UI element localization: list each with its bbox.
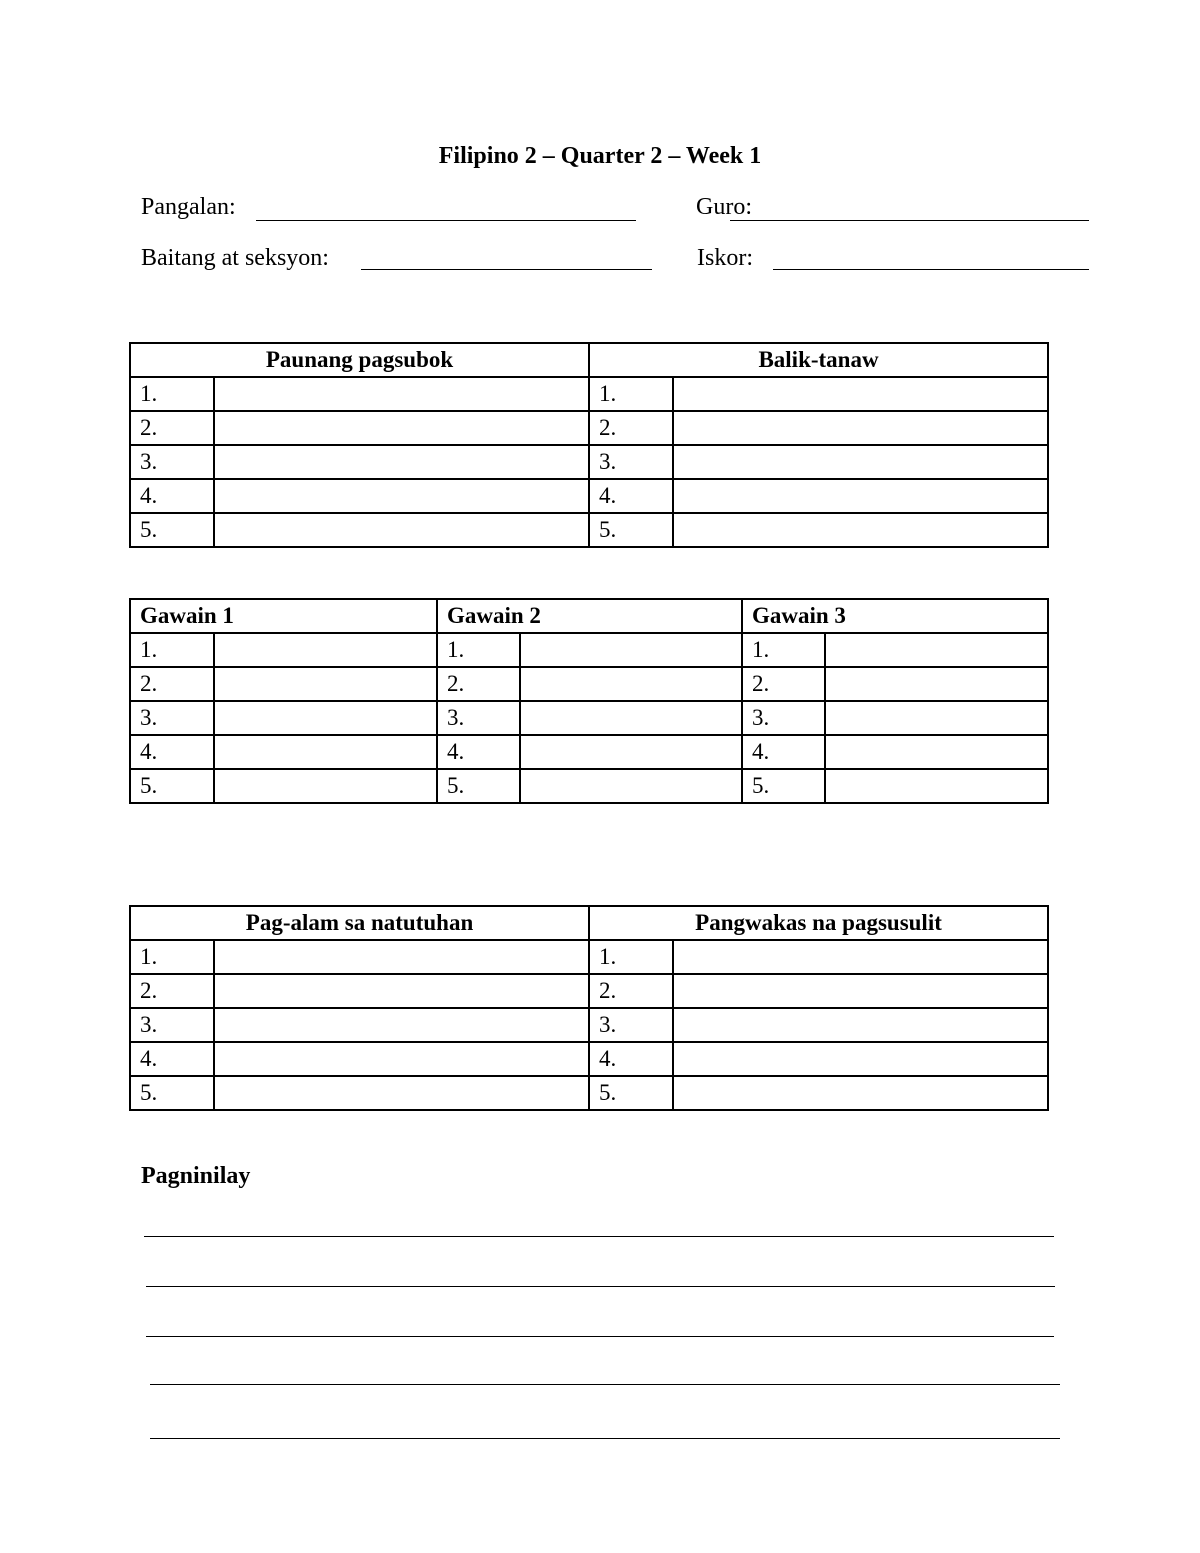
answer-cell[interactable] bbox=[825, 701, 1048, 735]
item-number: 5. bbox=[130, 1076, 214, 1110]
item-number: 5. bbox=[130, 513, 214, 547]
answer-cell[interactable] bbox=[673, 974, 1048, 1008]
item-number: 5. bbox=[589, 513, 673, 547]
item-number: 4. bbox=[130, 1042, 214, 1076]
answer-cell[interactable] bbox=[214, 769, 437, 803]
teacher-field[interactable] bbox=[730, 198, 1089, 221]
reflection-title: Pagninilay bbox=[141, 1163, 251, 1189]
answer-cell[interactable] bbox=[825, 633, 1048, 667]
table-row bbox=[130, 1076, 1048, 1110]
item-number: 5. bbox=[589, 1076, 673, 1110]
table-row bbox=[130, 411, 1048, 445]
item-number: 2. bbox=[589, 411, 673, 445]
score-label: Iskor: bbox=[697, 245, 753, 271]
item-number: 1. bbox=[589, 377, 673, 411]
item-number: 4. bbox=[437, 735, 520, 769]
item-number: 4. bbox=[130, 735, 214, 769]
item-number: 4. bbox=[130, 479, 214, 513]
answer-cell[interactable] bbox=[673, 377, 1048, 411]
table-row bbox=[130, 377, 1048, 411]
item-number: 2. bbox=[130, 974, 214, 1008]
item-number: 5. bbox=[742, 769, 825, 803]
answer-cell[interactable] bbox=[520, 735, 742, 769]
posttest-header: Pangwakas na pagsusulit bbox=[589, 906, 1048, 940]
table-row bbox=[130, 513, 1048, 547]
pretest-header: Paunang pagsubok bbox=[130, 343, 589, 377]
table-row bbox=[130, 1042, 1048, 1076]
answer-cell[interactable] bbox=[673, 479, 1048, 513]
answer-cell[interactable] bbox=[520, 701, 742, 735]
teacher-label: Guro: bbox=[696, 194, 752, 220]
review-header: Balik-tanaw bbox=[589, 343, 1048, 377]
grade-section-field[interactable] bbox=[361, 249, 652, 270]
answer-cell[interactable] bbox=[673, 411, 1048, 445]
reflection-line[interactable] bbox=[146, 1286, 1055, 1287]
item-number: 3. bbox=[742, 701, 825, 735]
activities-table bbox=[129, 598, 1049, 804]
answer-cell[interactable] bbox=[214, 445, 589, 479]
answer-cell[interactable] bbox=[214, 411, 589, 445]
table-row bbox=[130, 769, 1048, 803]
item-number: 1. bbox=[130, 377, 214, 411]
table-row bbox=[130, 1008, 1048, 1042]
name-label: Pangalan: bbox=[141, 194, 236, 220]
item-number: 2. bbox=[130, 667, 214, 701]
answer-cell[interactable] bbox=[520, 769, 742, 803]
answer-cell[interactable] bbox=[825, 667, 1048, 701]
answer-cell[interactable] bbox=[825, 735, 1048, 769]
answer-cell[interactable] bbox=[214, 735, 437, 769]
assessment-posttest-table bbox=[129, 905, 1049, 1111]
answer-cell[interactable] bbox=[825, 769, 1048, 803]
item-number: 3. bbox=[589, 1008, 673, 1042]
answer-cell[interactable] bbox=[673, 1042, 1048, 1076]
item-number: 4. bbox=[589, 479, 673, 513]
table-row bbox=[130, 974, 1048, 1008]
item-number: 1. bbox=[130, 940, 214, 974]
answer-cell[interactable] bbox=[214, 513, 589, 547]
item-number: 1. bbox=[742, 633, 825, 667]
table-row bbox=[130, 735, 1048, 769]
item-number: 1. bbox=[589, 940, 673, 974]
answer-cell[interactable] bbox=[214, 1042, 589, 1076]
grade-section-label: Baitang at seksyon: bbox=[141, 245, 329, 271]
table-row bbox=[130, 633, 1048, 667]
answer-cell[interactable] bbox=[214, 1076, 589, 1110]
item-number: 1. bbox=[437, 633, 520, 667]
table-row bbox=[130, 701, 1048, 735]
answer-cell[interactable] bbox=[520, 667, 742, 701]
answer-cell[interactable] bbox=[214, 479, 589, 513]
item-number: 2. bbox=[130, 411, 214, 445]
item-number: 4. bbox=[589, 1042, 673, 1076]
reflection-line[interactable] bbox=[144, 1236, 1054, 1237]
answer-cell[interactable] bbox=[520, 633, 742, 667]
assessment-header: Pag-alam sa natutuhan bbox=[130, 906, 589, 940]
answer-cell[interactable] bbox=[214, 940, 589, 974]
answer-cell[interactable] bbox=[214, 974, 589, 1008]
table-row bbox=[130, 479, 1048, 513]
answer-cell[interactable] bbox=[673, 1008, 1048, 1042]
page-title: Filipino 2 – Quarter 2 – Week 1 bbox=[438, 143, 762, 169]
answer-cell[interactable] bbox=[214, 1008, 589, 1042]
answer-cell[interactable] bbox=[214, 377, 589, 411]
item-number: 2. bbox=[437, 667, 520, 701]
table-row bbox=[130, 940, 1048, 974]
item-number: 2. bbox=[742, 667, 825, 701]
item-number: 2. bbox=[589, 974, 673, 1008]
score-field[interactable] bbox=[773, 249, 1089, 270]
answer-cell[interactable] bbox=[214, 701, 437, 735]
answer-cell[interactable] bbox=[673, 513, 1048, 547]
table-row bbox=[130, 445, 1048, 479]
item-number: 1. bbox=[130, 633, 214, 667]
item-number: 4. bbox=[742, 735, 825, 769]
item-number: 3. bbox=[437, 701, 520, 735]
pretest-review-table bbox=[129, 342, 1049, 548]
answer-cell[interactable] bbox=[673, 1076, 1048, 1110]
activity-2-header: Gawain 2 bbox=[437, 599, 742, 633]
reflection-line[interactable] bbox=[146, 1336, 1054, 1337]
item-number: 5. bbox=[437, 769, 520, 803]
item-number: 5. bbox=[130, 769, 214, 803]
answer-cell[interactable] bbox=[673, 940, 1048, 974]
item-number: 3. bbox=[130, 701, 214, 735]
answer-cell[interactable] bbox=[673, 445, 1048, 479]
answer-cell[interactable] bbox=[214, 633, 437, 667]
answer-cell[interactable] bbox=[214, 667, 437, 701]
item-number: 3. bbox=[589, 445, 673, 479]
activity-3-header: Gawain 3 bbox=[742, 599, 1048, 633]
reflection-line[interactable] bbox=[150, 1438, 1060, 1439]
reflection-line[interactable] bbox=[150, 1384, 1060, 1385]
name-field[interactable] bbox=[256, 198, 636, 221]
item-number: 3. bbox=[130, 1008, 214, 1042]
activity-1-header: Gawain 1 bbox=[130, 599, 437, 633]
table-row bbox=[130, 667, 1048, 701]
item-number: 3. bbox=[130, 445, 214, 479]
